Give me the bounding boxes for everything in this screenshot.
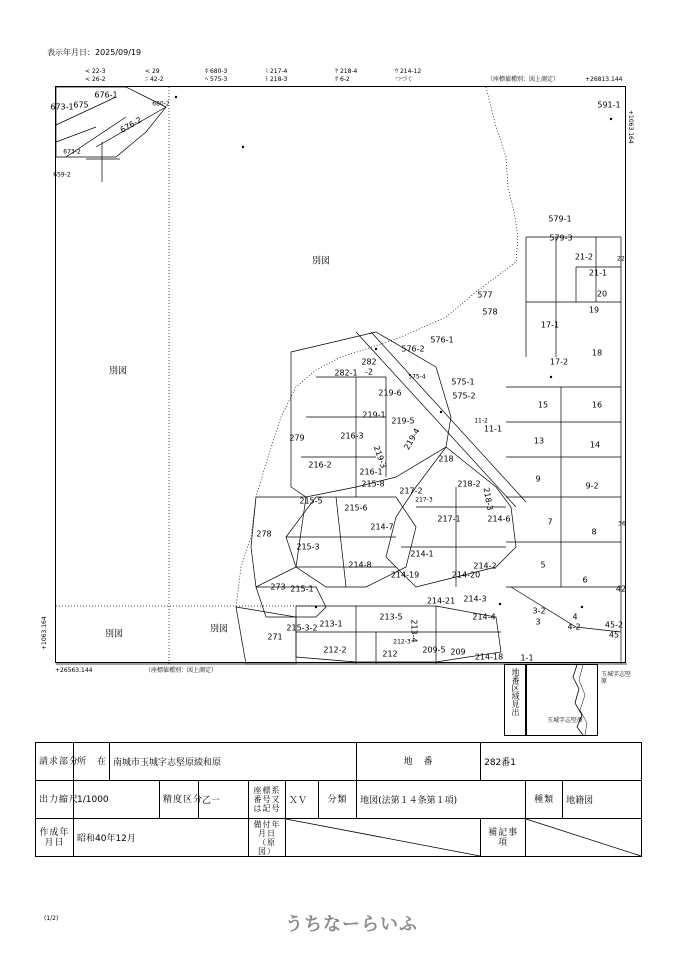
scale-label: 出力縮尺: [36, 781, 74, 819]
parcel-label: 45: [608, 630, 620, 640]
parcel-label: 22: [617, 255, 625, 263]
parcel-label: 214-7: [370, 522, 394, 532]
parcel-label: 1-1: [520, 653, 534, 663]
parcel-label: 215-8: [361, 479, 385, 489]
parcel-label: 213-4: [409, 619, 419, 643]
parcel-label: 16: [591, 400, 603, 410]
parcel-label: 212: [382, 649, 398, 659]
index-map-place: 玉城字志堅原: [547, 717, 584, 724]
lot-label: 地 番: [357, 743, 481, 781]
parcel-label: 219-1: [362, 410, 386, 420]
separate-map-label: 別図: [108, 366, 128, 377]
parcel-label: 13: [533, 436, 545, 446]
parcel-label: 17-2: [549, 357, 569, 367]
parcel-label: 18: [591, 348, 603, 358]
parcel-label: 219-4: [402, 426, 422, 452]
parcel-label: 216-3: [340, 431, 364, 441]
coord-left-bottom: +1063.164: [41, 616, 48, 650]
parcel-label: 214-19: [390, 570, 420, 580]
attached-date-label: 備付年月日（原図）: [249, 819, 286, 857]
legend-mark: <: [85, 76, 91, 83]
parcel-label: 21-1: [588, 268, 608, 278]
brand-logo: うちなーらいふ: [285, 914, 418, 935]
index-map-outline: [527, 665, 597, 735]
parcel-label: 279: [289, 433, 305, 443]
coord-right-top: +1063.164: [627, 110, 634, 144]
legend-label: 42-2: [149, 76, 164, 83]
parcel-label: 209-5: [422, 645, 446, 655]
parcel-label: 673-1: [50, 102, 74, 112]
parcel-label: 11-1: [483, 424, 503, 434]
separate-map-label: 別図: [209, 624, 229, 635]
type-label: 種類: [526, 781, 563, 819]
measure-note-bottom: （座標値種別：図上測定）: [145, 667, 218, 674]
parcel-label: 278: [256, 529, 272, 539]
parcel-label: 213-1: [319, 619, 343, 629]
parcel-label: 218: [438, 454, 454, 464]
parcel-label: 219-5: [391, 416, 415, 426]
legend-mark: ﾔ: [335, 68, 339, 75]
parcel-label: 214-3: [463, 594, 487, 604]
parcel-label: 42: [615, 584, 627, 594]
created-label: 作成年月日: [36, 819, 74, 857]
parcel-label: 214-21: [426, 596, 456, 606]
parcel-label: 9-2: [585, 481, 599, 491]
legend-mark: ﾐ: [265, 68, 269, 75]
parcel-label: 215-3: [296, 542, 320, 552]
legend-label: 29: [151, 68, 160, 75]
parcel-label: 676-2: [118, 115, 144, 135]
index-map: [526, 664, 598, 736]
index-map-edge-label: 玉城字志堅原: [601, 671, 632, 685]
parcel-label: 215-3-2: [286, 623, 318, 633]
legend-label: 218-4: [339, 68, 358, 75]
legend-mark: ﾄ: [265, 76, 269, 83]
legend-mark: ｻ: [335, 76, 339, 83]
parcel-label: 215-1: [290, 584, 314, 594]
record-form: [35, 742, 642, 857]
accuracy-value: 乙一: [199, 781, 249, 819]
legend-mark: ﾎ: [205, 68, 209, 75]
parcel-label: 17-1: [540, 320, 560, 330]
parcel-label: 577: [477, 290, 493, 300]
separate-map-label: 別図: [311, 256, 331, 267]
parcel-label: 271: [267, 632, 283, 642]
cadastral-map[interactable]: [50, 86, 627, 663]
parcel-label: 6: [582, 575, 588, 585]
legend-label: 26-2: [91, 76, 106, 83]
type-value: 地籍図: [563, 781, 642, 819]
parcel-label: 576-2: [401, 344, 425, 354]
parcel-label: 215-5: [299, 496, 323, 506]
page-indicator: (1/2): [44, 915, 59, 922]
coord-bottom-left: +26563.144: [55, 667, 93, 674]
blank-slash: [526, 819, 641, 856]
parcel-label: 215-6: [344, 503, 368, 513]
coord-system-label: 座標系番号又は記号: [249, 781, 286, 819]
coord-top-right: +26813.144: [585, 76, 623, 83]
parcel-label: -2: [365, 367, 373, 377]
parcel-label: 219-6: [378, 388, 402, 398]
parcel-label: 576-1: [430, 335, 454, 345]
parcel-label: 214-2: [473, 561, 497, 571]
legend-label: 22-3: [91, 68, 106, 75]
location-value: 南城市玉城字志堅原綾和原: [110, 743, 357, 781]
parcel-label: 575-2: [452, 391, 476, 401]
parcel-label: 3-2: [532, 606, 546, 616]
parcel-label: 7: [547, 517, 553, 527]
scale-value: 1/1000: [74, 781, 160, 819]
legend-label: 218-3: [269, 76, 288, 83]
parcel-label: 282-1: [334, 368, 358, 378]
parcel-label: 15: [537, 400, 549, 410]
legend-mark: ｳ: [395, 68, 399, 75]
location-label: 所 在: [74, 743, 110, 781]
parcel-label: 218-2: [457, 479, 481, 489]
parcel-label: 575-4: [408, 373, 426, 381]
parcel-label: 9: [535, 474, 541, 484]
parcel-label: 214-4: [472, 612, 496, 622]
request-part-label: 請求部分: [36, 743, 74, 781]
parcel-label: 217-3: [415, 496, 433, 504]
separate-map-label: 別図: [104, 629, 124, 640]
parcel-label: 219-3: [371, 444, 389, 470]
parcel-label: 282: [361, 357, 377, 367]
coord-system-value: ＸＶ: [286, 781, 319, 819]
class-label: 分類: [319, 781, 357, 819]
legend-label: 214-12: [399, 68, 422, 75]
parcel-label: 214-1: [410, 549, 434, 559]
parcel-label: 19: [588, 305, 600, 315]
parcel-label: 579-3: [549, 233, 573, 243]
parcel-label: 591-1: [597, 100, 621, 110]
parcel-label: 673-2: [63, 148, 81, 156]
parcel-label: 659-2: [53, 171, 71, 179]
notes-label: 補記事項: [481, 819, 526, 857]
parcel-label: 5: [540, 560, 546, 570]
parcel-label: 273: [270, 582, 286, 592]
parcel-label: 20: [596, 289, 608, 299]
display-date: 表示年月日：2025/09/19: [47, 48, 142, 57]
measure-note-top: （座標値種別：図上測定）: [487, 76, 560, 83]
parcel-label: 209: [450, 647, 466, 657]
notes-value: [526, 819, 642, 857]
parcel-label: 45-2: [604, 620, 624, 630]
legend-mark: ﾆ: [145, 76, 149, 83]
parcel-label: 214-20: [451, 570, 481, 580]
parcel-label: 578: [482, 307, 498, 317]
parcel-label: 675: [73, 100, 89, 110]
parcel-label: 213-5: [379, 612, 403, 622]
parcel-label: 676-1: [94, 90, 118, 100]
parcel-label: 4: [572, 612, 578, 622]
blank-slash: [286, 819, 480, 856]
parcel-label: 4-2: [567, 622, 581, 632]
parcel-label: 575-1: [451, 377, 475, 387]
legend-label: 6-2: [339, 76, 350, 83]
parcel-label: 217-2: [399, 486, 423, 496]
accuracy-label: 精度区分: [160, 781, 199, 819]
legend-label: 217-4: [269, 68, 288, 75]
index-map-title: 地番区域見出: [511, 668, 520, 716]
attached-date-value: [286, 819, 481, 857]
class-value: 地図(法第１４条第１項): [357, 781, 526, 819]
parcel-label: 21-2: [574, 252, 594, 262]
parcel-label: 216-1: [359, 467, 383, 477]
legend-label: 575-3: [209, 76, 228, 83]
parcel-label: 212-2: [323, 645, 347, 655]
parcel-label: 3: [535, 617, 541, 627]
parcel-label: 579-1: [548, 214, 572, 224]
parcel-label: 8: [591, 527, 597, 537]
parcel-label: 212-3: [393, 638, 411, 646]
parcel-label: 14: [589, 440, 601, 450]
parcel-label: 218-3: [481, 486, 495, 512]
legend-label: 680-3: [209, 68, 228, 75]
legend-mark: <: [85, 68, 91, 75]
parcel-label: 216-2: [308, 460, 332, 470]
legend-mark: <: [145, 68, 151, 75]
legend-mark: ﾍ: [205, 76, 209, 83]
lot-value: 282番1: [481, 743, 642, 781]
parcel-label: 214-6: [487, 514, 511, 524]
parcel-label: 680-2: [152, 100, 170, 108]
parcel-label: 217-1: [437, 514, 461, 524]
created-value: 昭和40年12月: [74, 819, 249, 857]
parcel-label: 11-2: [474, 417, 488, 425]
parcel-label: 214-18: [474, 652, 504, 662]
parcel-label: 214-8: [348, 560, 372, 570]
parcel-label: 36: [618, 520, 626, 528]
continuation-legend: [85, 68, 445, 86]
legend-label: つづく: [395, 76, 414, 83]
index-map-title-box: [504, 664, 526, 736]
